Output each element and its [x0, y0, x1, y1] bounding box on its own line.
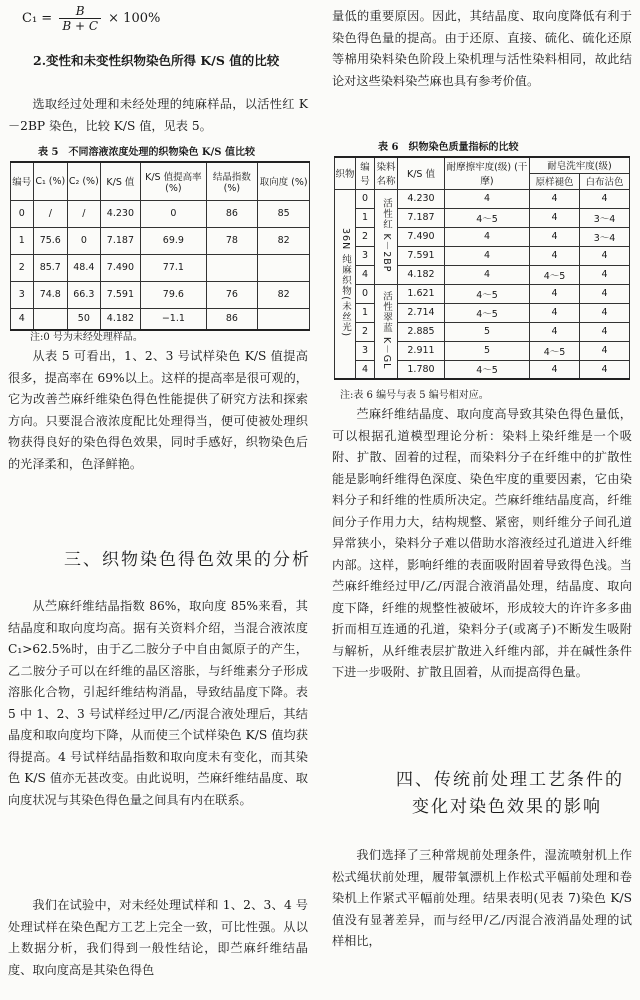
table5-cell: 86: [206, 200, 258, 227]
table5-cell: 78: [206, 227, 258, 254]
table-row: [335, 284, 630, 303]
table6-caption: 表 6 织物染色质量指标的比较: [378, 142, 519, 153]
table6-cell: 4: [445, 265, 530, 284]
table6-cell: 4～5: [445, 303, 530, 322]
table5-cell: 1: [11, 227, 34, 254]
table5-cell: 4.230: [100, 200, 141, 227]
table6-cell: 4: [530, 208, 580, 227]
paragraph: 我们选择了三种常规前处理条件，湿流喷射机上作松式绳状前处理，履带氧漂机上作松式平幅前处理和卷染机上作紧式平幅前处理。结果表明(见表 7)染色 K/S 值没有显著差异，而与经甲/乙/丙混合液消晶处理的试样相比，: [332, 848, 632, 948]
table5-cell: 79.6: [141, 281, 206, 308]
table6-cell: 2: [356, 322, 375, 341]
table6-cell: 3～4: [580, 208, 630, 227]
table5-cell: /: [68, 200, 101, 227]
table6-cell: 1: [356, 208, 375, 227]
table5-cell: [206, 254, 258, 281]
table6-cell: 5: [445, 322, 530, 341]
table5-cell: 85.7: [33, 254, 68, 281]
table-row: [11, 227, 310, 254]
table5-cell: /: [33, 200, 68, 227]
table6-cell: 1.621: [398, 284, 445, 303]
paragraph: 从苎麻纤维结晶指数 86%，取向度 85%来看，其结晶度和取向度均高。据有关资料介绍，当混合液浓度 C₁>62.5%时，由于乙二胺分子中自由氮原子的产生，乙二胺分子可以在纤维的晶区溶胀，与纤维素分子形成溶胀化合物，引起纤维结构消晶，导致结晶度下降。表 5 中 1、2、3 号试样经过甲/乙/丙混合液处理后，其结晶度和取向度均下降，从而使三个试样染色 K/S 值均获得提高。4 号试样结晶指数和取向度未有变化，而其染色 K/S 值亦无甚改变。由此说明，苎麻纤维结晶度、取向度状况与其染色得色量之间具有内在联系。: [8, 599, 308, 807]
table6-dye-label: 活性红 K－2BP: [381, 197, 392, 273]
table6-cell: 4: [580, 246, 630, 265]
table5-cell: 7.490: [100, 254, 141, 281]
table6-cell: 4: [580, 360, 630, 379]
table5-cell: 4: [11, 308, 34, 330]
table5-cell: 48.4: [68, 254, 101, 281]
table6-cell: 7.591: [398, 246, 445, 265]
table5-cell: 0: [11, 200, 34, 227]
table5-header: 取向度 (%): [258, 162, 310, 200]
table6-cell: 7.187: [398, 208, 445, 227]
table6: [334, 156, 630, 380]
table6-cell: 7.490: [398, 227, 445, 246]
table5-cell: −1.1: [141, 308, 206, 330]
table6-cell: 4.182: [398, 265, 445, 284]
table6-cell: 4: [530, 227, 580, 246]
table5-cell: 82: [258, 281, 310, 308]
table5-cell: [33, 308, 68, 330]
table5-cell: 0: [68, 227, 101, 254]
formula: [22, 4, 160, 33]
table5-cell: [258, 308, 310, 330]
table6-cell: 3～4: [580, 227, 630, 246]
table-row: [11, 200, 310, 227]
paragraph: 从表 5 可看出，1、2、3 号试样染色 K/S 值提高很多，提高率在 69%以上。这样的提高率是很可观的，它为改善苎麻纤维染色得色性能提供了研究方法和探索方向。只要混合液浓度配比处理得当，便可使被处理织物获得良好的染色得色效果，同时手感好，织物染色后的光泽柔和，色泽鲜艳。: [8, 349, 308, 471]
table6-cell: 2.714: [398, 303, 445, 322]
table5-cell: 86: [206, 308, 258, 330]
formula-fraction: [59, 4, 101, 33]
table6-cell: 4～5: [530, 265, 580, 284]
table5-header: C₂ (%): [68, 162, 101, 200]
table5-cell: 75.6: [33, 227, 68, 254]
table6-cell: 0: [356, 284, 375, 303]
table6-cell: 4.230: [398, 189, 445, 208]
table6-cell: 3: [356, 341, 375, 360]
table6-note: 注:表 6 编号与表 5 编号相对应。: [340, 390, 489, 401]
table6-cell: 2.911: [398, 341, 445, 360]
table6-cell: 4～5: [445, 360, 530, 379]
table5-caption: 表 5 不同溶液浓度处理的织物染色 K/S 值比较: [38, 147, 255, 158]
formula-lhs: C₁ =: [22, 11, 53, 26]
table6-header: K/S 值: [398, 157, 445, 189]
table6-cell: 4～5: [445, 208, 530, 227]
table6-cell: 5: [445, 341, 530, 360]
table5-header: 编号: [11, 162, 34, 200]
table6-header: 染料名称: [375, 157, 398, 189]
paragraph: 我们在试验中，对未经处理试样和 1、2、3、4 号处理试样在染色配方工艺上完全一致，可比性强。从以上数据分析，我们得到一般性结论，即苎麻纤维结晶度、取向度高是其染色得色: [8, 898, 308, 977]
table6-cell: 4: [580, 322, 630, 341]
table6-cell: 1: [356, 303, 375, 322]
formula-numerator: B: [59, 4, 101, 19]
table5-header: K/S 值提高率 (%): [141, 162, 206, 200]
table6-cell: 4: [580, 265, 630, 284]
table5-header: K/S 值: [100, 162, 141, 200]
section-4-heading-line1: 四、传统前处理工艺条件的: [396, 770, 624, 790]
table6-cell: 2.885: [398, 322, 445, 341]
table6-header: 原样褪色: [530, 173, 580, 189]
table5-cell: 2: [11, 254, 34, 281]
table5-cell: 50: [68, 308, 101, 330]
table6-dye-label: 活性翠蓝 K－GL: [381, 290, 392, 369]
table5-header: 结晶指数 (%): [206, 162, 258, 200]
table6-cell: 4: [580, 303, 630, 322]
table6-cell: 3: [356, 246, 375, 265]
table6-header: 白布沾色: [580, 173, 630, 189]
section-4-heading-line2: 变化对染色效果的影响: [412, 797, 602, 817]
section-3-heading: 三、织物染色得色效果的分析: [64, 550, 311, 570]
table5-cell: 74.8: [33, 281, 68, 308]
paragraph: 苎麻纤维结晶度、取向度高导致其染色得色量低，可以根据孔道模型理论分析：染料上染纤维是一个吸附、扩散、固着的过程，而染料分子在纤维中的扩散性能是影响纤维得色深度、染色牢度的重要因素，它由染料分子和纤维的性质所决定。苎麻纤维结晶度高，纤维间分子作用力大，结构规整、紧密，则纤维分子间孔道异常狭小，染料分子难以借助水溶液经过孔道进入纤维内部。这样，影响纤维的表面吸附固着导致得色浅。当苎麻纤维经过甲/乙/丙混合液消晶处理，结晶度、取向度下降，纤维的规整性被破坏，形成较大的许许多多曲折而相互连通的孔道，染料分子(或离子)不断发生吸附与解析，从纤维表层扩散进入纤维内部，并在碱性条件下进一步吸附、扩散且固着，从而提高得色量。: [332, 407, 632, 679]
table5-header: C₁ (%): [33, 162, 68, 200]
table6-cell: 4: [356, 360, 375, 379]
paragraph: 量低的重要原因。因此，其结晶度、取向度降低有利于染色得色量的提高。由于还原、直接、硫化、硫化还原等棉用染料染色阶段上染机理与活性染料相同，故此结论对这些染料染苎麻也具有参考价值。: [332, 9, 632, 88]
table5-cell: 4.182: [100, 308, 141, 330]
table6-cell: 4～5: [445, 284, 530, 303]
table6-cell: 4: [530, 246, 580, 265]
table6-cell: 4: [580, 189, 630, 208]
table5-cell: 7.591: [100, 281, 141, 308]
table-row: [11, 281, 310, 308]
table6-cell: 4: [356, 265, 375, 284]
table6-cell: 4: [445, 227, 530, 246]
formula-rhs: × 100%: [108, 11, 161, 26]
table5-cell: 0: [141, 200, 206, 227]
table6-cell: 1.780: [398, 360, 445, 379]
heading-2: 2.变性和未变性织物染色所得 K/S 值的比较: [33, 53, 280, 68]
table6-cell: 0: [356, 189, 375, 208]
table5-cell: 69.9: [141, 227, 206, 254]
table5-note: 注:0 号为未经处理样品。: [30, 332, 143, 343]
table6-cell: 4: [445, 246, 530, 265]
table5-cell: 3: [11, 281, 34, 308]
table6-header: 织物: [335, 157, 356, 189]
table5-cell: 82: [258, 227, 310, 254]
table5-cell: [258, 254, 310, 281]
table5-cell: 7.187: [100, 227, 141, 254]
table6-header: 耐摩擦牢度(级) (干摩): [445, 157, 530, 189]
table-row: [11, 254, 310, 281]
table6-cell: 4: [530, 189, 580, 208]
table6-header: 耐皂洗牢度(级): [530, 157, 630, 173]
table5-cell: 77.1: [141, 254, 206, 281]
table5-cell: 66.3: [68, 281, 101, 308]
table-row: [11, 308, 310, 330]
table6-cell: 4: [580, 284, 630, 303]
table5: [10, 161, 310, 331]
table6-fabric-label: 36N 纯麻织物(未丝光): [340, 227, 351, 337]
table5-cell: 76: [206, 281, 258, 308]
table6-cell: 4: [530, 303, 580, 322]
table6-cell: 4: [580, 341, 630, 360]
paragraph: 选取经过处理和未经处理的纯麻样品，以活性红 K－2BP 染色，比较 K/S 值，见表 5。: [8, 97, 308, 133]
table6-cell: 4～5: [530, 341, 580, 360]
table6-cell: 4: [530, 284, 580, 303]
table6-cell: 4: [530, 322, 580, 341]
table-row: [335, 189, 630, 208]
table6-cell: 2: [356, 227, 375, 246]
formula-denominator: B + C: [62, 19, 99, 33]
table5-cell: 85: [258, 200, 310, 227]
table6-header: 编号: [356, 157, 375, 189]
table6-cell: 4: [530, 360, 580, 379]
table6-cell: 4: [445, 189, 530, 208]
